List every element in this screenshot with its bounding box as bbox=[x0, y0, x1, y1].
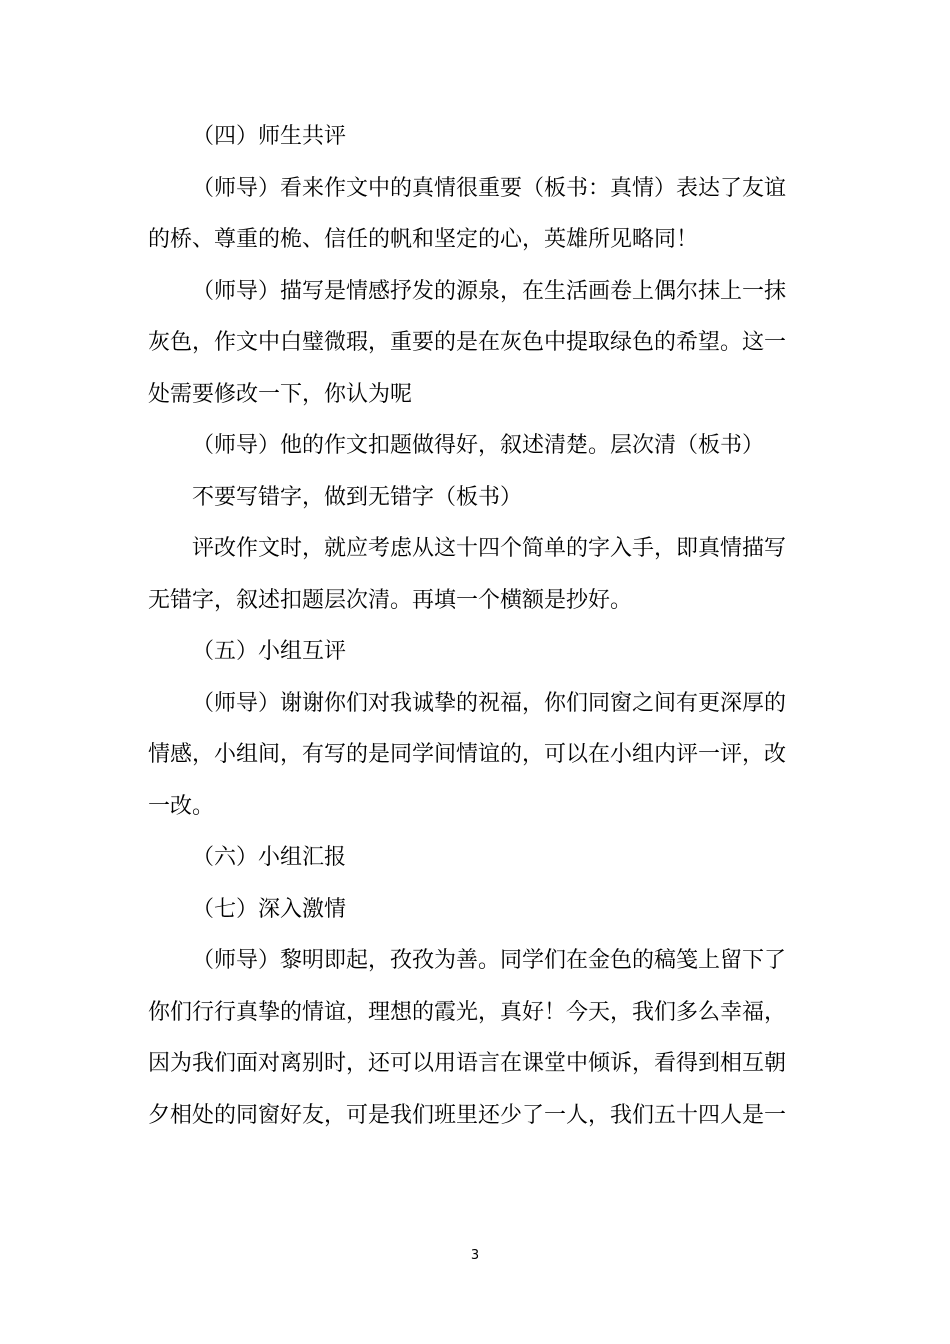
text-line: （师导）谢谢你们对我诚挚的祝福，你们同窗之间有更深厚的 bbox=[192, 690, 787, 716]
paragraph-section-4-heading bbox=[148, 111, 800, 163]
text-line: 一改。 bbox=[148, 793, 215, 819]
text-line: （师导）看来作文中的真情很重要（板书：真情）表达了友谊 bbox=[192, 175, 787, 201]
text-line: （七）深入激情 bbox=[192, 896, 347, 922]
text-line: （师导）黎明即起，孜孜为善。同学们在金色的稿笺上留下了 bbox=[192, 948, 787, 973]
text-line: （六）小组汇报 bbox=[192, 845, 347, 870]
text-line: （五）小组互评 bbox=[192, 639, 347, 664]
text-line: 不要写错字，做到无错字（板书） bbox=[192, 484, 523, 510]
paragraph-teacher-guide-5 bbox=[148, 935, 800, 1141]
text-line: 评改作文时，就应考虑从这十四个简单的字入手，即真情描写 bbox=[192, 536, 787, 561]
paragraph-teacher-guide-1 bbox=[148, 163, 800, 266]
text-line: 无错字，叙述扣题层次清。再填一个横额是抄好。 bbox=[148, 587, 633, 613]
text-line: 夕相处的同窗好友，可是我们班里还少了一人，我们五十四人是一 bbox=[148, 1102, 787, 1128]
text-line: （师导）他的作文扣题做得好，叙述清楚。层次清（板书） bbox=[192, 433, 765, 458]
text-line: （师导）描写是情感抒发的源泉，在生活画卷上偶尔抹上一抹 bbox=[192, 278, 787, 304]
text-line: 灰色，作文中白璧微瑕，重要的是在灰色中提取绿色的希望。这一 bbox=[148, 330, 787, 355]
text-line: 你们行行真挚的情谊，理想的霞光，真好！今天，我们多么幸福， bbox=[148, 999, 787, 1025]
paragraph-teacher-guide-2 bbox=[148, 266, 800, 421]
page-number: 3 bbox=[470, 1248, 480, 1263]
paragraph-no-typos bbox=[148, 472, 800, 524]
document-body bbox=[148, 111, 800, 1141]
text-line: 的桥、尊重的桅、信任的帆和坚定的心，英雄所见略同！ bbox=[148, 227, 699, 252]
text-line: 处需要修改一下，你认为呢 bbox=[148, 381, 413, 407]
paragraph-evaluation-summary bbox=[148, 523, 800, 626]
paragraph-teacher-guide-3 bbox=[148, 420, 800, 472]
text-line: （四）师生共评 bbox=[192, 124, 347, 149]
text-line: 情感，小组间，有写的是同学间情谊的，可以在小组内评一评，改 bbox=[148, 742, 787, 767]
text-line: 因为我们面对离别时，还可以用语言在课堂中倾诉，看得到相互朝 bbox=[148, 1051, 787, 1076]
paragraph-teacher-guide-4 bbox=[148, 678, 800, 833]
paragraph-section-6-heading bbox=[148, 832, 800, 884]
paragraph-section-5-heading bbox=[148, 626, 800, 678]
paragraph-section-7-heading bbox=[148, 884, 800, 936]
